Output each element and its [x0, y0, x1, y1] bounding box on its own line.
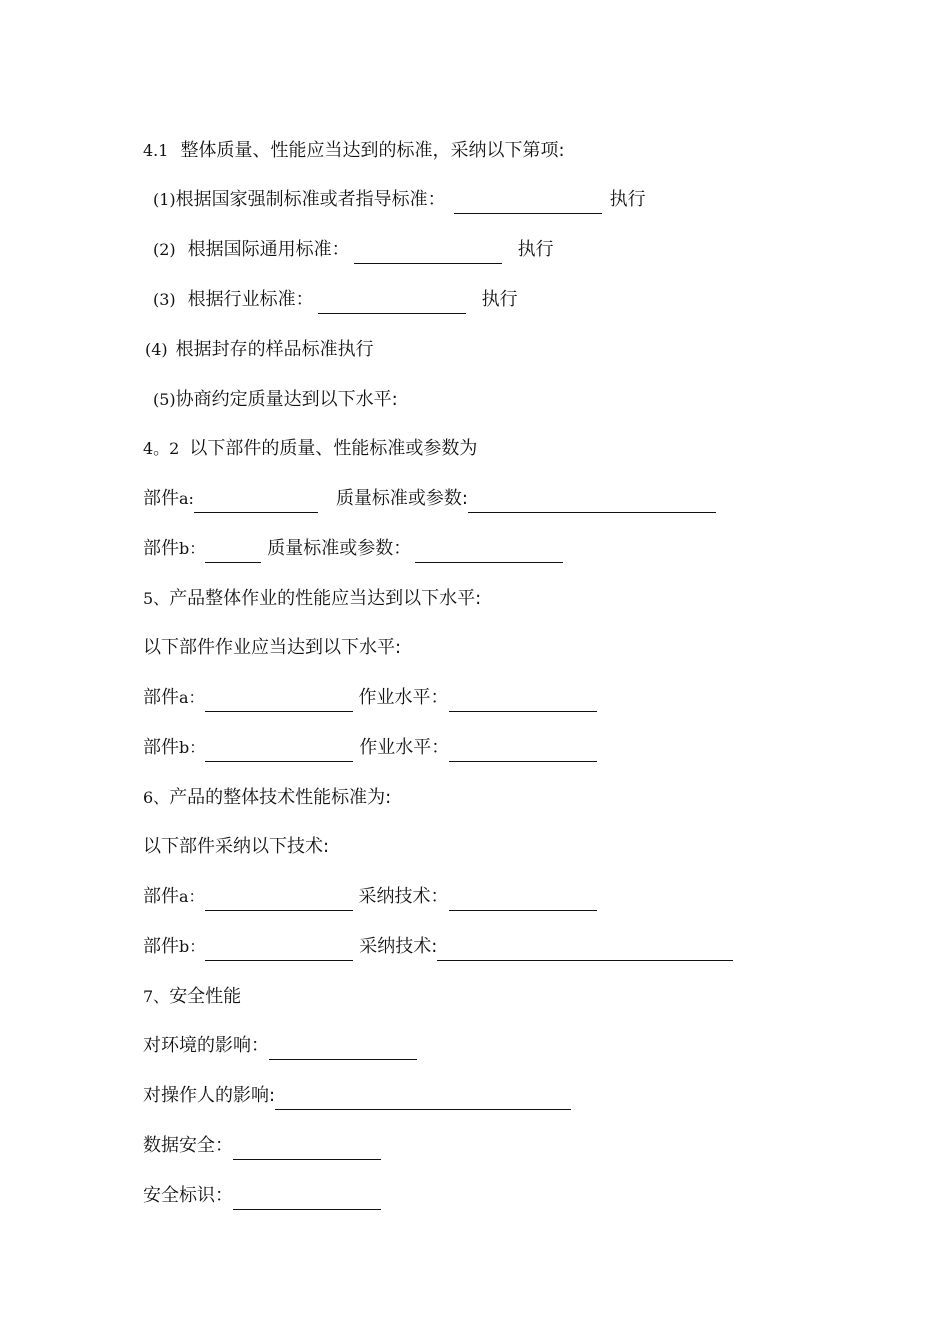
- part-letter: b：: [179, 738, 206, 757]
- standard-option-5: [153, 386, 398, 414]
- option-number: (1): [153, 190, 176, 209]
- option-number: (5): [153, 390, 176, 409]
- part-a-quality-row: [143, 485, 716, 513]
- option-suffix: 执行: [481, 289, 518, 310]
- part-a-name-field[interactable]: [205, 890, 353, 911]
- heading-text: 以下部件的质量、性能标准或参数为: [189, 438, 478, 459]
- part-a-tech-row: [143, 883, 597, 911]
- option-label: 协商约定质量达到以下水平:: [175, 389, 398, 410]
- section-6-subheading: [143, 833, 329, 861]
- operator-impact-row: [143, 1082, 571, 1110]
- option-suffix: 执行: [517, 239, 554, 260]
- part-b-name-field[interactable]: [205, 940, 353, 961]
- environment-impact-field[interactable]: [269, 1039, 417, 1060]
- heading-text: 整体质量、性能应当达到的标准，采纳以下第项:: [180, 140, 565, 161]
- standard-option-4: [145, 336, 374, 364]
- section-number: 4.1: [143, 141, 169, 160]
- part-label: 部件: [143, 488, 179, 509]
- part-label: 部件: [143, 687, 179, 708]
- section-number: 6、: [143, 788, 170, 807]
- part-a-name-field[interactable]: [205, 691, 353, 712]
- section-5-heading: [143, 585, 481, 613]
- option-label: 根据封存的样品标准执行: [175, 339, 374, 360]
- data-security-label: 数据安全：: [143, 1135, 233, 1156]
- part-a-level-field[interactable]: [449, 691, 597, 712]
- international-standard-field[interactable]: [354, 243, 502, 264]
- part-label: 部件: [143, 886, 179, 907]
- data-security-field[interactable]: [233, 1139, 381, 1160]
- section-number: 4。2: [143, 439, 180, 458]
- option-label: 根据国家强制标准或者指导标准：: [175, 189, 446, 210]
- part-letter: a:: [179, 489, 194, 508]
- part-b-tech-row: [143, 933, 733, 961]
- standard-option-3: [153, 286, 518, 314]
- quality-standard-label: 质量标准或参数:: [335, 488, 469, 509]
- section-number: 5、: [143, 589, 170, 608]
- part-label: 部件: [143, 936, 179, 957]
- level-label: 作业水平：: [358, 687, 449, 708]
- option-number: (3): [153, 290, 176, 309]
- option-label: 根据国际通用标准：: [187, 239, 350, 260]
- safety-mark-row: [143, 1182, 381, 1210]
- option-number: (2): [153, 240, 176, 259]
- tech-label: 采纳技术:: [359, 936, 438, 957]
- safety-mark-field[interactable]: [233, 1189, 381, 1210]
- environment-impact-row: [143, 1032, 417, 1060]
- part-letter: b：: [179, 539, 206, 558]
- part-b-quality-row: [143, 535, 563, 563]
- section-4-2-heading: [143, 435, 477, 463]
- subheading-text: 以下部件采纳以下技术:: [143, 836, 330, 857]
- section-5-subheading: [143, 634, 401, 662]
- safety-mark-label: 安全标识：: [143, 1185, 233, 1206]
- part-a-name-field[interactable]: [194, 492, 318, 513]
- part-b-tech-field[interactable]: [437, 940, 733, 961]
- standard-option-2: [153, 236, 554, 264]
- part-label: 部件: [143, 538, 179, 559]
- operator-impact-label: 对操作人的影响:: [143, 1085, 276, 1106]
- option-suffix: 执行: [609, 189, 646, 210]
- part-a-level-row: [143, 684, 597, 712]
- option-label: 根据行业标准：: [187, 289, 314, 310]
- level-label: 作业水平：: [359, 737, 450, 758]
- part-letter: a：: [179, 688, 205, 707]
- standard-option-1: [153, 186, 646, 214]
- part-a-quality-field[interactable]: [468, 492, 716, 513]
- part-b-level-field[interactable]: [449, 741, 597, 762]
- section-number: 7、: [143, 987, 170, 1006]
- section-6-heading: [143, 784, 391, 812]
- environment-impact-label: 对环境的影响：: [143, 1035, 269, 1056]
- section-7-heading: [143, 983, 241, 1011]
- heading-text: 安全性能: [169, 986, 242, 1007]
- quality-standard-label: 质量标准或参数：: [267, 538, 412, 559]
- section-4-1-heading: [143, 137, 565, 165]
- tech-label: 采纳技术：: [358, 886, 449, 907]
- option-number: (4): [145, 340, 168, 359]
- national-standard-field[interactable]: [454, 193, 602, 214]
- part-letter: a：: [179, 887, 205, 906]
- part-b-name-field[interactable]: [205, 542, 261, 563]
- part-b-level-row: [143, 734, 597, 762]
- data-security-row: [143, 1132, 381, 1160]
- industry-standard-field[interactable]: [318, 293, 466, 314]
- heading-text: 产品的整体技术性能标准为:: [169, 787, 392, 808]
- part-b-quality-field[interactable]: [415, 542, 563, 563]
- part-label: 部件: [143, 737, 179, 758]
- subheading-text: 以下部件作业应当达到以下水平:: [143, 637, 402, 658]
- part-letter: b：: [179, 937, 206, 956]
- part-b-name-field[interactable]: [205, 741, 353, 762]
- heading-text: 产品整体作业的性能应当达到以下水平:: [169, 588, 482, 609]
- operator-impact-field[interactable]: [275, 1089, 571, 1110]
- part-a-tech-field[interactable]: [449, 890, 597, 911]
